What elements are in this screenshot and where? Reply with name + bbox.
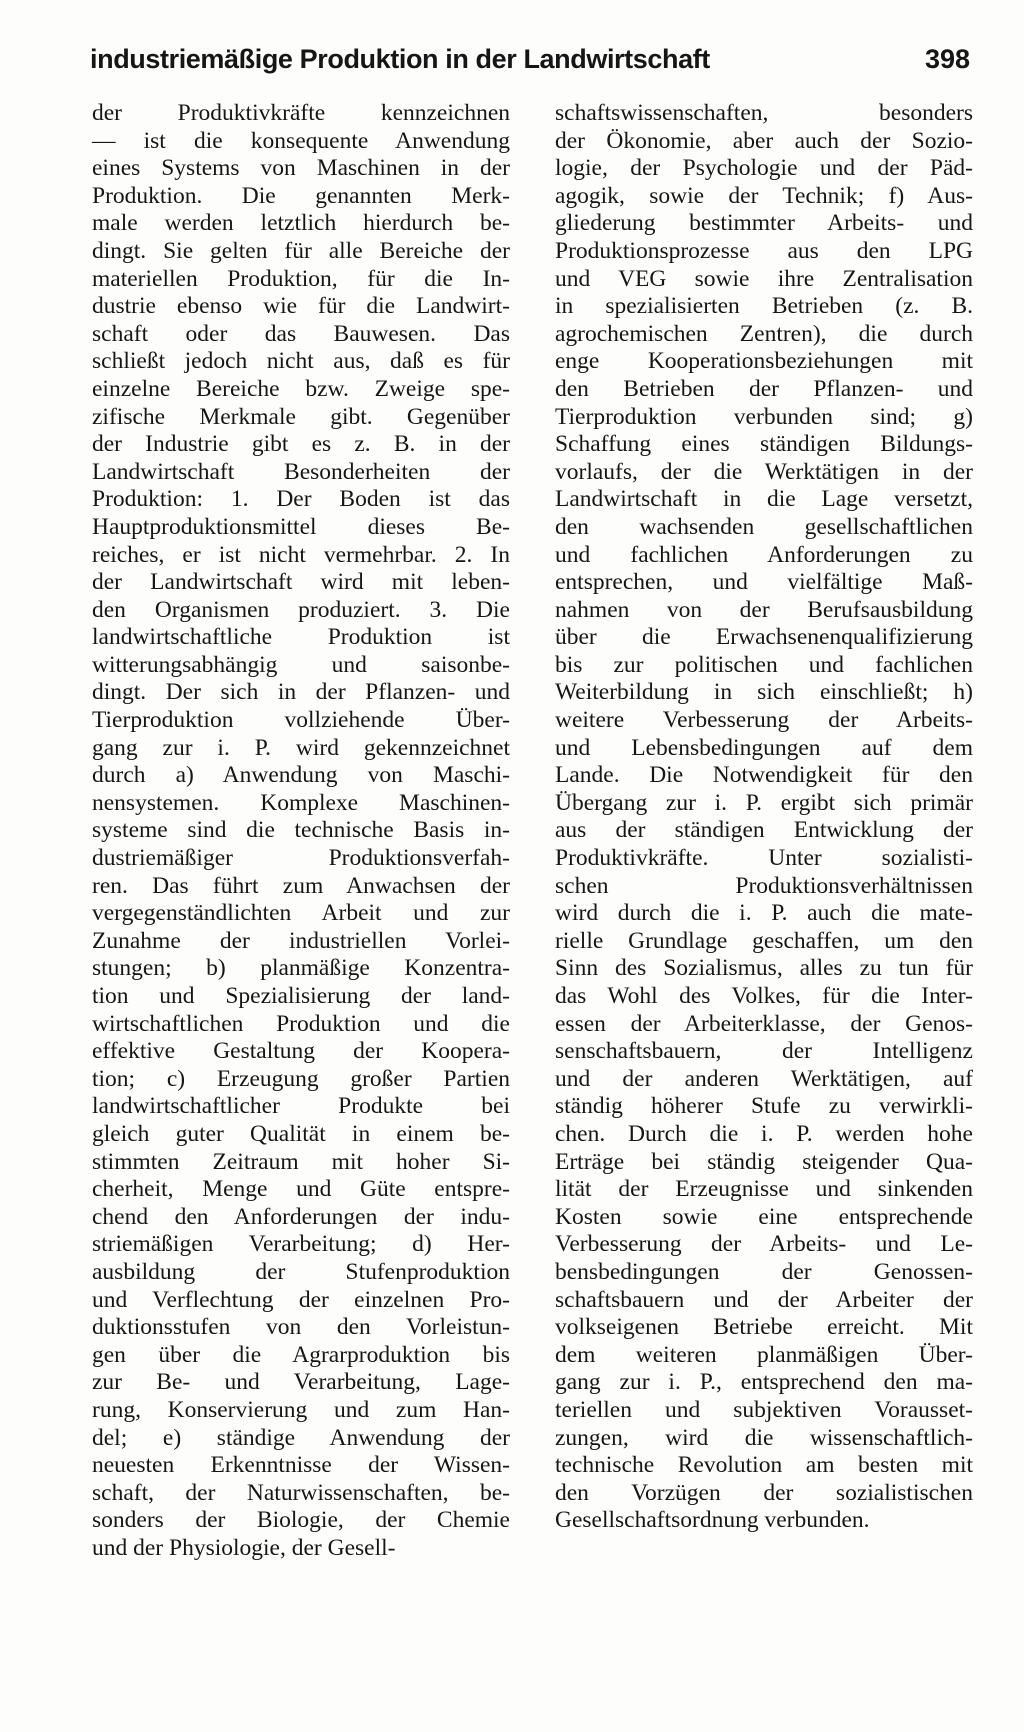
text-line: aus der ständigen Entwicklung der [555,817,973,844]
text-line: chen. Durch die i. P. werden hohe [555,1120,973,1147]
text-line: nahmen von der Berufsausbildung [555,596,973,623]
left-text-column [92,100,510,1562]
text-line: landwirtschaftliche Produktion ist [92,624,510,651]
text-line: Weiterbildung in sich einschließt; h) [555,679,973,706]
text-line: Tierproduktion vollziehende Über- [92,707,510,734]
text-line: agrochemischen Zentren), die durch [555,320,973,347]
text-line: neuesten Erkenntnisse der Wissen- [92,1452,510,1479]
text-line: und der anderen Werktätigen, auf [555,1065,973,1092]
text-line: Erträge bei ständig steigender Qua- [555,1148,973,1175]
text-line: Produktivkräfte. Unter sozialisti- [555,845,973,872]
text-line: landwirtschaftlicher Produkte bei [92,1093,510,1120]
text-line: rung, Konservierung und zum Han- [92,1396,510,1423]
text-line: schaftsbauern und der Arbeiter der [555,1286,973,1313]
text-line: der Ökonomie, aber auch der Sozio- [555,127,973,154]
text-line: teriellen und subjektiven Vorausset- [555,1396,973,1423]
text-line: entsprechen, und vielfältige Maß- [555,569,973,596]
text-line: zungen, wird die wissenschaftlich- [555,1424,973,1451]
text-line: witterungsabhängig und saisonbe- [92,651,510,678]
text-line: Gesellschaftsordnung verbunden. [555,1507,870,1534]
text-line: vergegenständlichten Arbeit und zur [92,900,510,927]
text-line: tion; c) Erzeugung großer Partien [92,1065,510,1092]
text-line: den Vorzügen der sozialistischen [555,1479,973,1506]
text-line: Landwirtschaft in die Lage versetzt, [555,486,973,513]
text-line: den Betrieben der Pflanzen- und [555,375,973,402]
text-line: durch a) Anwendung von Maschi- [92,762,510,789]
text-line: Tierproduktion verbunden sind; g) [555,403,973,430]
text-line: ständig höherer Stufe zu verwirkli- [555,1093,973,1120]
text-line: gang zur i. P. wird gekennzeichnet [92,734,510,761]
text-line: rielle Grundlage geschaffen, um den [555,927,973,954]
text-line: volkseigenen Betriebe erreicht. Mit [555,1314,973,1341]
text-line: eines Systems von Maschinen in der [92,155,510,182]
text-line: gen über die Agrarproduktion bis [92,1341,510,1368]
text-line: der Produktivkräfte kennzeichnen [92,100,510,126]
text-line: Produktion. Die genannten Merk- [92,182,510,209]
text-line: bensbedingungen der Genossen- [555,1258,973,1285]
text-line: das Wohl des Volkes, für die Inter- [555,983,973,1009]
text-line: duktionsstufen von den Vorleistun- [92,1314,510,1341]
text-line: den wachsenden gesellschaftlichen [555,513,973,540]
right-text-column [555,100,973,1535]
text-line: schließt jedoch nicht aus, daß es für [92,348,510,375]
text-line: gleich guter Qualität in einem be- [92,1120,510,1147]
text-line: systeme sind die technische Basis in- [92,817,510,844]
text-line: Kosten sowie eine entsprechende [555,1203,973,1230]
text-line: dem weiteren planmäßigen Über- [555,1341,973,1368]
text-line: materiellen Produktion, für die In- [92,265,510,292]
text-line: und fachlichen Anforderungen zu [555,541,973,568]
text-line: striemäßigen Verarbeitung; d) Her- [92,1231,510,1258]
text-line: und Verflechtung der einzelnen Pro- [92,1286,510,1313]
text-line: dingt. Der sich in der Pflanzen- und [92,679,510,706]
text-line: gliederung bestimmter Arbeits- und [555,210,973,237]
running-head: industriemäßige Produktion in der Landwirtschaft [90,44,710,74]
text-line: wirtschaftlichen Produktion und die [92,1010,510,1037]
text-line: und VEG sowie ihre Zentralisation [555,265,973,292]
text-line: logie, der Psychologie und der Päd- [555,155,973,182]
text-line: den Organismen produziert. 3. Die [92,596,510,623]
page-number: 398 [924,44,970,74]
text-line: Schaffung eines ständigen Bildungs- [555,431,973,458]
text-line: Zunahme der industriellen Vorlei- [92,927,510,954]
text-line: Verbesserung der Arbeits- und Le- [555,1231,973,1258]
text-line: zur Be- und Verarbeitung, Lage- [92,1369,510,1396]
text-line: weitere Verbesserung der Arbeits- [555,707,973,734]
text-line: in spezialisierten Betrieben (z. B. [555,293,973,320]
text-line: schaft, der Naturwissenschaften, be- [92,1479,510,1506]
text-line: schen Produktionsverhältnissen [555,872,973,899]
text-line: nensystemen. Komplexe Maschinen- [92,789,510,816]
text-line: cherheit, Menge und Güte entspre- [92,1176,510,1203]
text-line: Sinn des Sozialismus, alles zu tun für [555,955,973,982]
text-line: del; e) ständige Anwendung der [92,1424,510,1451]
text-line: und Lebensbedingungen auf dem [555,734,973,761]
text-line: enge Kooperationsbeziehungen mit [555,348,973,375]
text-line: Produktion: 1. Der Boden ist das [92,486,510,513]
text-line: ausbildung der Stufenproduktion [92,1258,510,1285]
text-line: zifische Merkmale gibt. Gegenüber [92,403,510,430]
text-line: wird durch die i. P. auch die mate- [555,900,973,927]
text-line: Lande. Die Notwendigkeit für den [555,762,973,789]
text-line: bis zur politischen und fachlichen [555,651,973,678]
text-line: chend den Anforderungen der indu- [92,1203,510,1230]
text-line: essen der Arbeiterklasse, der Genos- [555,1010,973,1037]
text-line: dingt. Sie gelten für alle Bereiche der [92,237,510,264]
text-line: stimmten Zeitraum mit hoher Si- [92,1148,510,1175]
text-line: schaftswissenschaften, besonders [555,100,973,126]
text-line: tion und Spezialisierung der land- [92,983,510,1009]
text-line: Übergang zur i. P. ergibt sich primär [555,789,973,816]
text-line: Hauptproduktionsmittel dieses Be- [92,513,510,540]
text-line: agogik, sowie der Technik; f) Aus- [555,182,973,209]
text-line: dustriemäßiger Produktionsverfah- [92,845,510,872]
text-line: der Landwirtschaft wird mit leben- [92,569,510,596]
text-line: schaft oder das Bauwesen. Das [92,320,510,347]
text-line: Landwirtschaft Besonderheiten der [92,458,510,485]
text-line: lität der Erzeugnisse und sinkenden [555,1176,973,1203]
text-line: stungen; b) planmäßige Konzentra- [92,955,510,982]
text-line: über die Erwachsenenqualifizierung [555,624,973,651]
text-line: reiches, er ist nicht vermehrbar. 2. In [92,541,510,568]
text-line: — ist die konsequente Anwendung [92,127,510,154]
text-line: ren. Das führt zum Anwachsen der [92,872,510,899]
text-line: einzelne Bereiche bzw. Zweige spe- [92,375,510,402]
text-line: senschaftsbauern, der Intelligenz [555,1038,973,1065]
text-line: dustrie ebenso wie für die Landwirt- [92,293,510,320]
text-line: sonders der Biologie, der Chemie [92,1507,510,1534]
text-line: Produktionsprozesse aus den LPG [555,237,973,264]
text-line: technische Revolution am besten mit [555,1452,973,1479]
text-line: vorlaufs, der die Werktätigen in der [555,458,973,485]
page-header [90,40,970,80]
text-line: effektive Gestaltung der Kooperа- [92,1038,510,1065]
text-line: gang zur i. P., entsprechend den ma- [555,1369,973,1396]
text-line: der Industrie gibt es z. B. in der [92,431,510,458]
text-line: male werden letztlich hierdurch be- [92,210,510,237]
text-line: und der Physiologie, der Gesell- [92,1534,396,1561]
